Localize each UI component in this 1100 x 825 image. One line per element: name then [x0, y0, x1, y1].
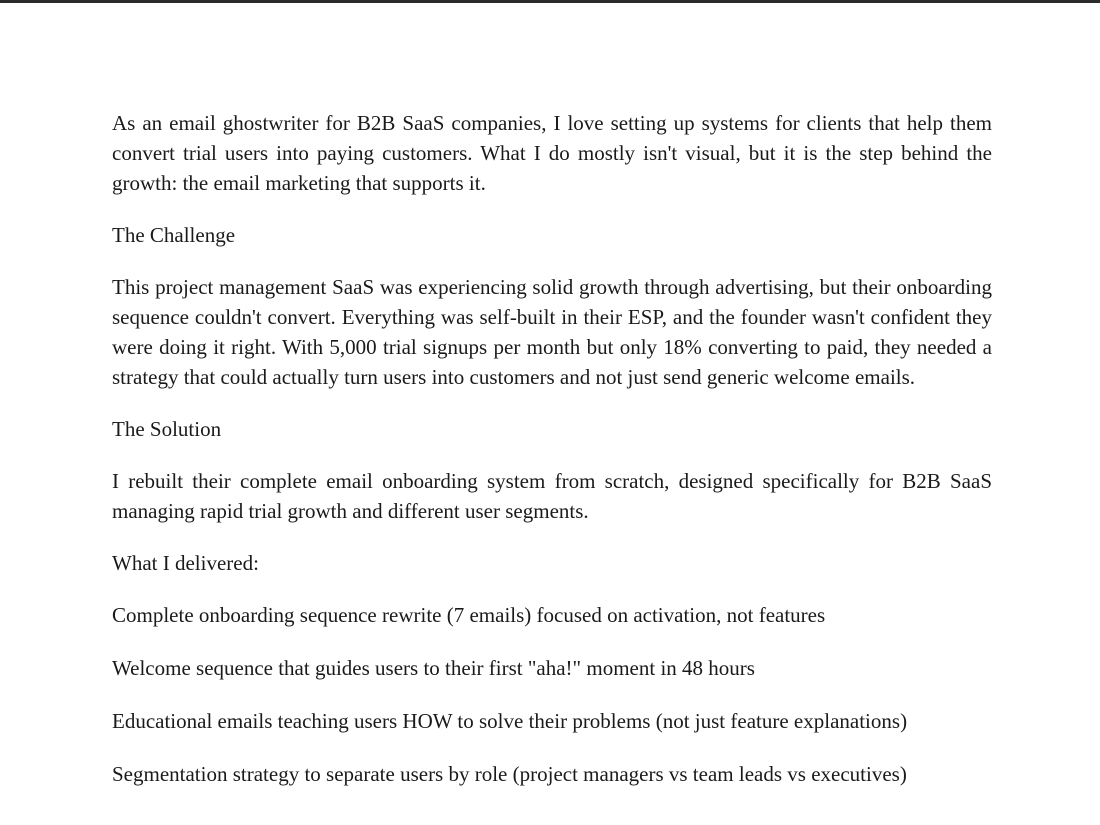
deliverable-item: Segmentation strategy to separate users by role (project managers vs team leads vs executives): [112, 762, 907, 786]
document-body: [112, 108, 992, 812]
intro-paragraph: As an email ghostwriter for B2B SaaS companies, I love setting up systems for clients that help them convert trial users into paying customers. What I do mostly isn't visual, but it is the step behind the growth: the email marketing that supports it.: [112, 111, 992, 195]
solution-heading: The Solution: [112, 417, 222, 441]
challenge-heading: The Challenge: [112, 223, 236, 247]
deliverable-item: Educational emails teaching users HOW to solve their problems (not just feature explanations): [112, 709, 908, 733]
deliverable-item: Complete onboarding sequence rewrite (7 emails) focused on activation, not features: [112, 603, 826, 627]
delivered-heading: What I delivered:: [112, 551, 259, 575]
challenge-paragraph: This project management SaaS was experiencing solid growth through advertising, but their onboarding sequence couldn't convert. Everything was self-built in their ESP, and the founder wasn't confident they were doing it right. With 5,000 trial signups per month but only 18% converting to paid, they needed a strategy that could actually turn users into customers and not just send generic welcome emails.: [112, 275, 992, 389]
deliverable-item: Welcome sequence that guides users to their first "aha!" moment in 48 hours: [112, 656, 755, 680]
window-top-border: [0, 0, 1100, 3]
solution-paragraph: I rebuilt their complete email onboarding system from scratch, designed specifically for B2B SaaS managing rapid trial growth and different user segments.: [112, 469, 992, 523]
